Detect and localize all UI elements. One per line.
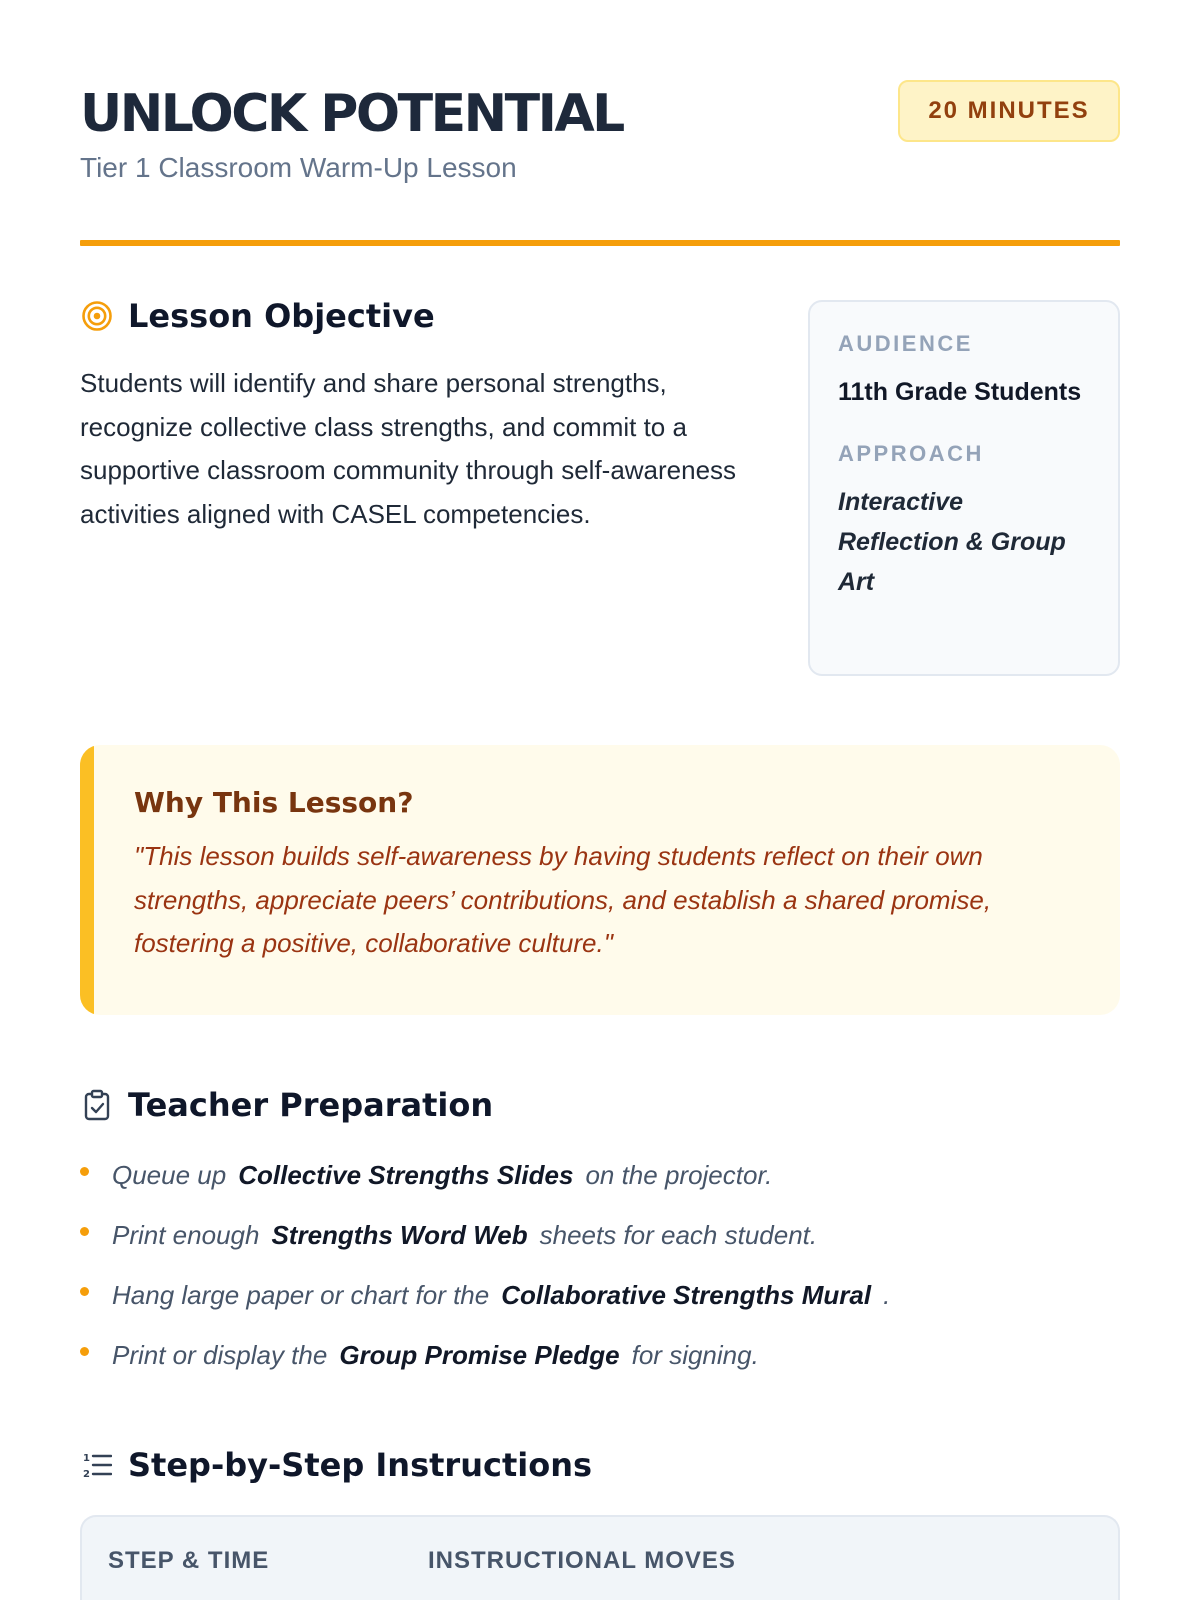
prep-item-text: sheets for each student. [539,1220,818,1250]
column-header-instructional-moves: INSTRUCTIONAL MOVES [428,1547,736,1574]
steps-heading [80,1445,1120,1485]
bullet-dot [80,1347,89,1356]
prep-item-text: on the projector. [585,1160,773,1190]
svg-text:1: 1 [83,1453,90,1464]
audience-value: 11th Grade Students [838,378,1082,406]
why-title: Why This Lesson? [134,786,414,819]
list-item [80,1333,1120,1393]
approach-label: APPROACH [838,441,984,466]
audience-label: AUDIENCE [838,331,973,356]
step-by-step-section [80,1445,1120,1600]
callout-accent-bar [80,745,94,1015]
list-item [80,1153,1120,1213]
teacher-preparation-section [80,1085,1120,1393]
numbered-list-icon [80,1448,114,1482]
prep-item-material: Strengths Word Web [271,1220,528,1250]
duration-badge: 20 MINUTES [898,80,1120,142]
prep-heading [80,1085,1120,1125]
prep-item-text: Print or display the [112,1340,328,1370]
objective-heading [80,296,760,336]
objective-row [80,246,1120,676]
audience-approach-card [808,300,1120,676]
why-quote: "This lesson builds self-awareness by having students reflect on their own strengths, appreciate peers’ contributions, and establish a shared promise, fostering a positive, collaborative culture." [134,841,992,958]
lesson-objective-section [80,296,760,536]
objective-title: Lesson Objective [128,297,435,335]
prep-title: Teacher Preparation [128,1086,494,1124]
list-item [80,1273,1120,1333]
prep-item-material: Group Promise Pledge [339,1340,620,1370]
target-icon [80,299,114,333]
column-header-step-time: STEP & TIME [108,1547,270,1574]
prep-item-material: Collaborative Strengths Mural [501,1280,872,1310]
bullet-dot [80,1287,89,1296]
clipboard-check-icon [80,1088,114,1122]
prep-item-text: Print enough [112,1220,260,1250]
bullet-dot [80,1227,89,1236]
steps-title: Step-by-Step Instructions [128,1446,593,1484]
prep-item-material: Collective Strengths Slides [238,1160,574,1190]
page-subtitle: Tier 1 Classroom Warm-Up Lesson [80,152,517,183]
bullet-dot [80,1167,89,1176]
prep-item-text: for signing. [631,1340,759,1370]
page-title: UNLOCK POTENTIAL [80,84,623,144]
instructions-table [80,1515,1120,1600]
prep-item-text: Queue up [112,1160,227,1190]
approach-value: Interactive Reflection & Group Art [838,488,1066,596]
svg-text:2: 2 [83,1469,90,1480]
lesson-header [80,0,1120,246]
list-item [80,1213,1120,1273]
prep-item-text: . [883,1280,891,1310]
prep-item-text: Hang large paper or chart for the [112,1280,490,1310]
why-this-lesson-callout [80,745,1120,1015]
prep-list [80,1153,1120,1393]
objective-text: Students will identify and share personal strengths, recognize collective class strengths, and commit to a supportive classroom community through self-awareness activities aligned with CASEL competencies. [80,368,737,529]
